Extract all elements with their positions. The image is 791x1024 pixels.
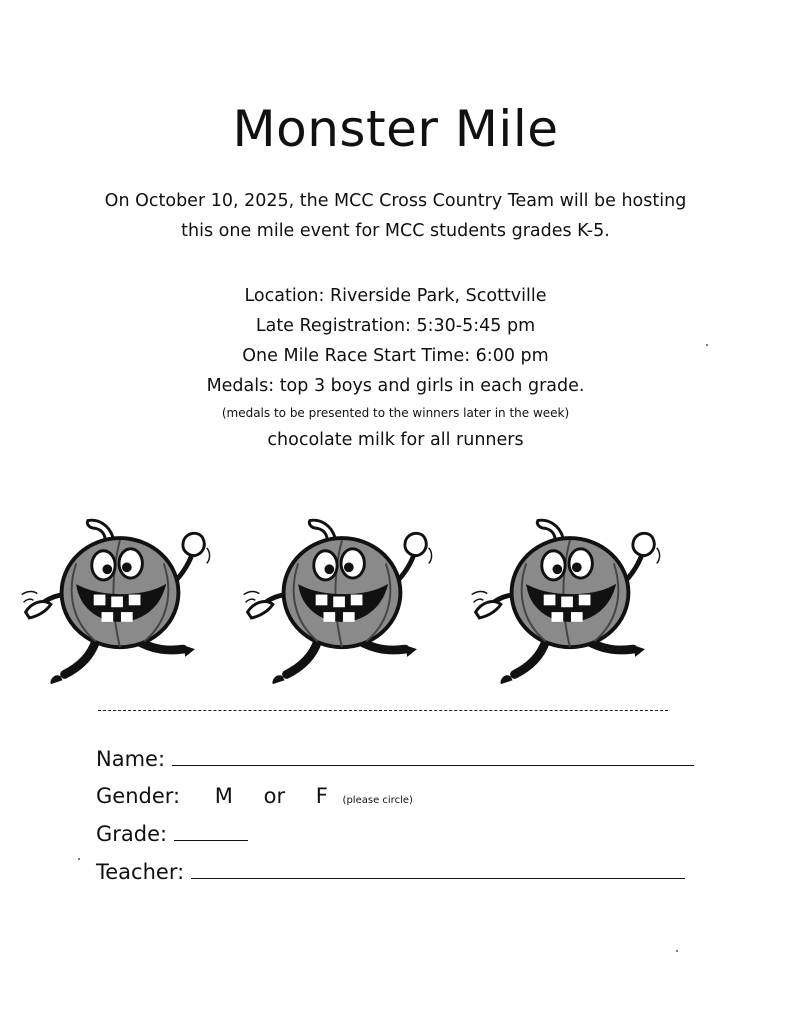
pumpkin-illustrations bbox=[0, 505, 791, 695]
page-title: Monster Mile bbox=[232, 100, 559, 158]
grade-label: Grade: bbox=[96, 822, 168, 846]
intro-line-1: On October 10, 2025, the MCC Cross Country Team will be hosting bbox=[104, 191, 687, 211]
name-label: Name: bbox=[96, 747, 166, 771]
name-field bbox=[96, 745, 694, 771]
gender-option-m[interactable]: M bbox=[214, 784, 233, 808]
scan-speck bbox=[706, 344, 708, 346]
intro-line-2: this one mile event for MCC students grades K-5. bbox=[181, 221, 610, 241]
medals-text: Medals: top 3 boys and girls in each grade. bbox=[206, 376, 585, 396]
cut-line bbox=[98, 710, 668, 711]
scan-speck bbox=[676, 950, 678, 952]
teacher-blank[interactable] bbox=[191, 858, 685, 879]
running-pumpkin-icon bbox=[15, 505, 225, 690]
scan-speck bbox=[78, 858, 80, 860]
intro-paragraph bbox=[0, 186, 791, 246]
event-details bbox=[0, 281, 791, 455]
running-pumpkin-icon bbox=[237, 505, 447, 690]
gender-label: Gender: bbox=[96, 784, 181, 808]
chocolate-milk-text: chocolate milk for all runners bbox=[267, 430, 524, 450]
gender-or-text: or bbox=[263, 784, 286, 808]
running-pumpkin-icon bbox=[465, 505, 675, 690]
gender-note: (please circle) bbox=[342, 795, 413, 806]
medals-note: (medals to be presented to the winners later in the week) bbox=[221, 406, 570, 420]
gender-option-f[interactable]: F bbox=[315, 784, 328, 808]
grade-field bbox=[96, 820, 248, 846]
teacher-field bbox=[96, 858, 685, 884]
teacher-label: Teacher: bbox=[96, 860, 185, 884]
gender-field bbox=[96, 784, 413, 808]
grade-blank[interactable] bbox=[174, 820, 248, 841]
start-time-text: One Mile Race Start Time: 6:00 pm bbox=[242, 346, 549, 366]
late-registration-text: Late Registration: 5:30-5:45 pm bbox=[255, 316, 536, 336]
location-text: Location: Riverside Park, Scottville bbox=[244, 286, 547, 306]
name-blank[interactable] bbox=[172, 745, 694, 766]
